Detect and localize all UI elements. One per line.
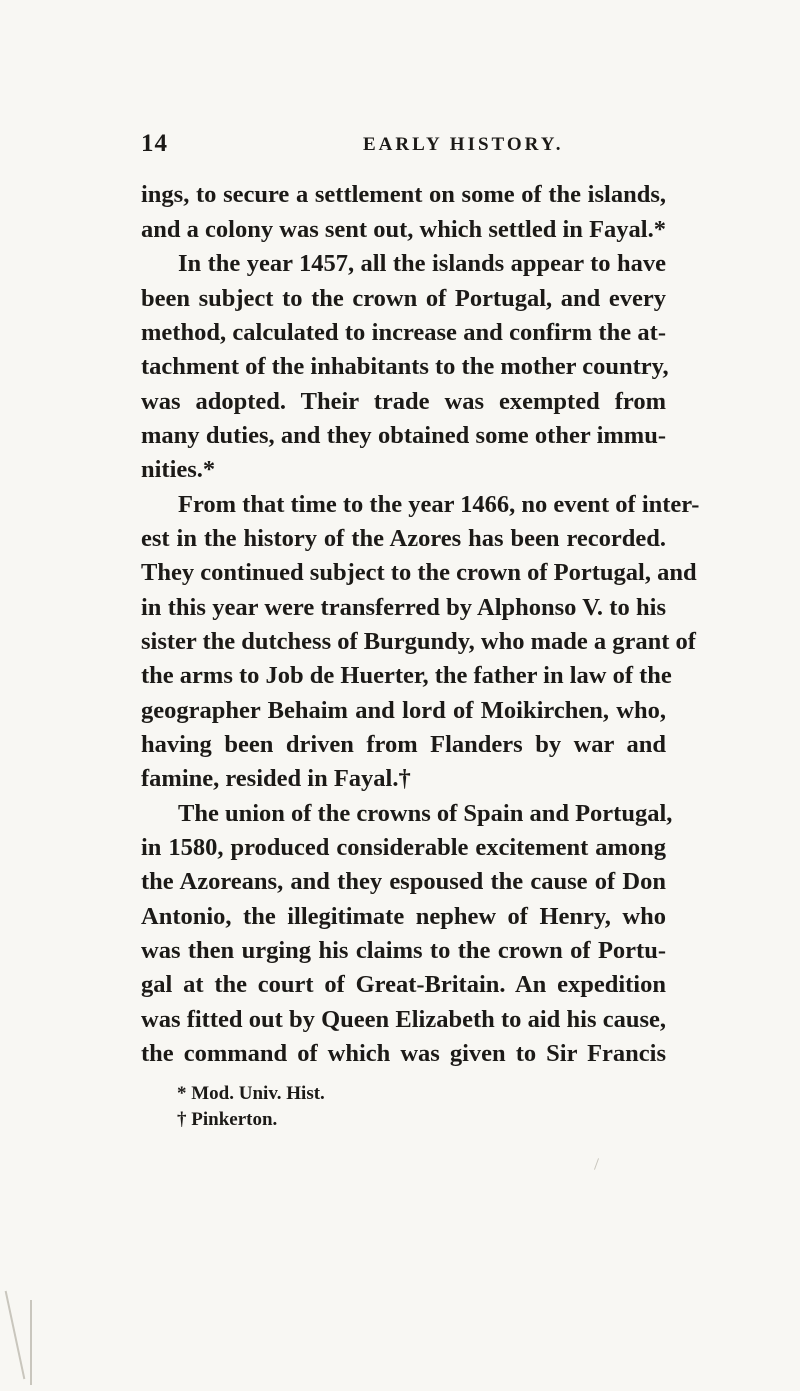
- page-speck-mark: [594, 1158, 599, 1170]
- body-line: in 1580, produced considerable excitement among: [141, 834, 666, 861]
- body-line: having been driven from Flanders by war and: [141, 731, 666, 758]
- body-line: sister the dutchess of Burgundy, who made a grant of: [141, 628, 696, 655]
- body-line: was fitted out by Queen Elizabeth to aid his cause,: [141, 1006, 666, 1033]
- body-line: From that time to the year 1466, no event of inter-: [178, 491, 700, 518]
- page-edge-mark: [30, 1300, 32, 1385]
- body-line: Antonio, the illegitimate nephew of Henry, who: [141, 903, 666, 930]
- body-line: was then urging his claims to the crown of Portu-: [141, 937, 666, 964]
- body-line: They continued subject to the crown of Portugal, and: [141, 559, 697, 586]
- body-line: gal at the court of Great-Britain. An expedition: [141, 971, 666, 998]
- body-line: and a colony was sent out, which settled in Fayal.*: [141, 216, 666, 243]
- body-line: was adopted. Their trade was exempted from: [141, 388, 666, 415]
- body-line: The union of the crowns of Spain and Portugal,: [178, 800, 673, 827]
- body-line: many duties, and they obtained some other immu-: [141, 422, 666, 449]
- body-line: tachment of the inhabitants to the mother country,: [141, 353, 669, 380]
- body-line: ings, to secure a settlement on some of the islands,: [141, 181, 666, 208]
- body-line: famine, resided in Fayal.†: [141, 765, 411, 792]
- body-line: the arms to Job de Huerter, the father in law of the: [141, 662, 672, 689]
- body-line: geographer Behaim and lord of Moikirchen, who,: [141, 697, 666, 724]
- body-line: method, calculated to increase and confirm the at-: [141, 319, 666, 346]
- body-line: nities.*: [141, 456, 216, 483]
- footnote: † Pinkerton.: [177, 1109, 278, 1130]
- body-line: in this year were transferred by Alphonso V. to his: [141, 594, 666, 621]
- running-head: EARLY HISTORY.: [363, 134, 564, 155]
- body-line: been subject to the crown of Portugal, and every: [141, 285, 666, 312]
- page-number: 14: [141, 130, 168, 157]
- footnote: * Mod. Univ. Hist.: [177, 1083, 325, 1104]
- body-line: the command of which was given to Sir Francis: [141, 1040, 666, 1067]
- body-line: est in the history of the Azores has been recorded.: [141, 525, 666, 552]
- body-line: In the year 1457, all the islands appear to have: [178, 250, 666, 277]
- body-line: the Azoreans, and they espoused the cause of Don: [141, 868, 666, 895]
- page-edge-mark: [5, 1291, 26, 1379]
